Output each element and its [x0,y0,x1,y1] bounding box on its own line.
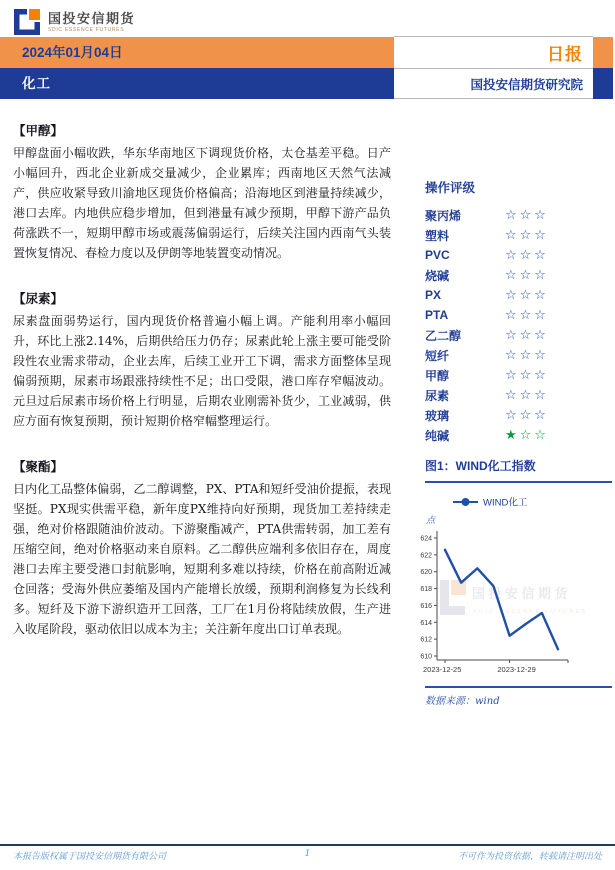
section-body: 甲醇盘面小幅收跌，华东华南地区下调现货价格，太仓基差平稳。日产小幅回升，西北企业新成交量减少，企业累库；西南地区天然气法减产，供应收紧导致川渝地区现货价格偏高；沿海地区到港量持续减少，港口去库。内地供应稳步增加，但到港量有减少预期，甲醇下游产品负荷涨跌不一，短期甲醇市场或震荡偏弱运行，后续关注国内西南气头装置恢复情况、春检力度以及伊朗等地装置变动情况。 [13,146,391,260]
report-date: 2024年01月04日 [22,45,123,60]
rating-product-label: PX [425,288,442,302]
rating-product-label: 尿素 [425,388,450,403]
x-tick-label: 2023-12-25 [423,665,462,674]
report-type-box [394,36,593,99]
figure-bottom-rule [425,686,612,688]
y-tick-label: 620 [420,569,432,577]
y-tick-label: 618 [420,586,432,594]
section-methanol [13,121,391,263]
rating-stars: ☆☆☆ [505,407,549,423]
institute-label: 国投安信期货研究院 [470,77,583,92]
footer-disclaimer: 不可作为投资依据，转载请注明出处 [457,852,602,862]
rating-stars: ☆☆☆ [505,247,549,263]
figure-block [425,457,612,483]
section-polyester [13,457,391,639]
rating-row [425,225,611,245]
rating-row [425,245,611,265]
company-logo [12,8,135,36]
rating-stars: ☆☆☆ [505,267,549,283]
x-tick-label: 2023-12-29 [497,665,536,674]
rating-stars: ☆☆☆ [505,327,549,343]
y-axis-unit-label: 点 [426,515,436,525]
section-title: 【聚酯】 [13,460,64,474]
rating-stars: ☆☆☆ [505,207,549,223]
rating-row [425,345,611,365]
rating-product-label: 塑料 [425,228,450,243]
chart-legend [453,497,528,509]
ratings-title: 操作评级 [425,181,476,195]
section-body: 尿素盘面弱势运行，国内现货价格普遍小幅上调。产能利用率小幅回升，环比上涨2.14%，后期供给压力仍存；尿素此轮上涨主要可能受阶段性农业需求带动，企业去库，后续工业开工下调，需求方面整体呈现偏弱预期，尿素市场跟涨持续性不足；出口受限，港口库存窄幅波动。元旦过后尿素市场价格上行明显，后期农业刚需补货少，工业减弱，供应方面有恢复预期，预计短期价格窄幅整理运行。 [13,314,391,428]
report-category: 化工 [22,76,51,91]
watermark [440,580,587,615]
ratings-list [425,205,611,445]
rating-stars: ☆☆☆ [505,307,549,323]
legend-series-name: WIND化工 [483,497,528,509]
rating-stars: ★☆☆ [505,427,549,443]
page-number: 1 [304,849,311,859]
rating-product-label: 乙二醇 [425,328,462,343]
rating-product-label: 烧碱 [425,268,450,283]
y-tick-label: 610 [420,653,432,661]
figure-title: 图1：WIND化工指数 [425,457,612,483]
rating-stars: ☆☆☆ [505,387,549,403]
rating-stars: ☆☆☆ [505,347,549,363]
y-tick-label: 624 [420,535,432,543]
rating-row [425,285,611,305]
rating-row [425,405,611,425]
rating-product-label: 短纤 [425,348,450,363]
section-urea [13,289,391,431]
section-body: 日内化工品整体偏弱，乙二醇调整，PX、PTA和短纤受油价提振，表现坚挺。PX现实供需平稳，新年度PX维持向好预期，现货加工差持续走强，绝对价格跟随油价波动。下游聚酯减产，PTA供需转弱，加工差有压缩空间，绝对价格驱动来自原料。乙二醇供应端利多依旧存在，周度港口去库主要受港口封航影响，短期利多难以持续，价格在前高附近减仓回落；受海外供应萎缩及国内产能增长放缓，预期利润修复为长线利多。短纤及下游下游织造开工回落，工厂在1月份将陆续放假，生产进入收尾阶段，驱动依旧以成本为主；关注新年度出口订单表现。 [13,482,391,636]
svg-text:国投安信期货: 国投安信期货 [472,586,572,601]
footer-copyright: 本报告版权属于国投安信期货有限公司 [13,852,167,862]
company-logo-subtext: SDIC ESSENCE FUTURES [48,27,125,33]
rating-product-label: PVC [425,248,450,262]
y-tick-label: 612 [420,636,432,644]
company-logo-text: 国投安信期货 [48,11,136,26]
rating-row [425,385,611,405]
ratings-panel [425,178,611,445]
rating-row [425,365,611,385]
y-tick-label: 616 [420,602,432,610]
rating-row [425,425,611,445]
rating-product-label: 甲醇 [425,368,450,383]
y-tick-label: 614 [420,619,432,627]
y-tick-label: 622 [420,552,432,560]
rating-stars: ☆☆☆ [505,367,549,383]
section-title: 【甲醇】 [13,124,64,138]
svg-text:SDIC ESSENCE FUTURES: SDIC ESSENCE FUTURES [473,609,588,615]
rating-row [425,265,611,285]
rating-row [425,325,611,345]
report-type-label: 日报 [394,37,593,69]
footer [0,849,615,863]
rating-stars: ☆☆☆ [505,227,549,243]
section-title: 【尿素】 [13,292,64,306]
rating-product-label: 纯碱 [425,428,450,443]
rating-product-label: 玻璃 [425,408,450,423]
data-source-note: 数据来源：wind [425,696,500,707]
commentary-column [13,121,391,665]
rating-row [425,205,611,225]
footer-divider [0,844,615,846]
rating-product-label: 聚丙烯 [425,208,462,223]
rating-stars: ☆☆☆ [505,287,549,303]
wind-index-chart [420,488,612,684]
rating-row [425,305,611,325]
company-logo-icon [12,8,42,36]
rating-product-label: PTA [425,308,449,322]
legend-marker-icon [462,498,470,506]
